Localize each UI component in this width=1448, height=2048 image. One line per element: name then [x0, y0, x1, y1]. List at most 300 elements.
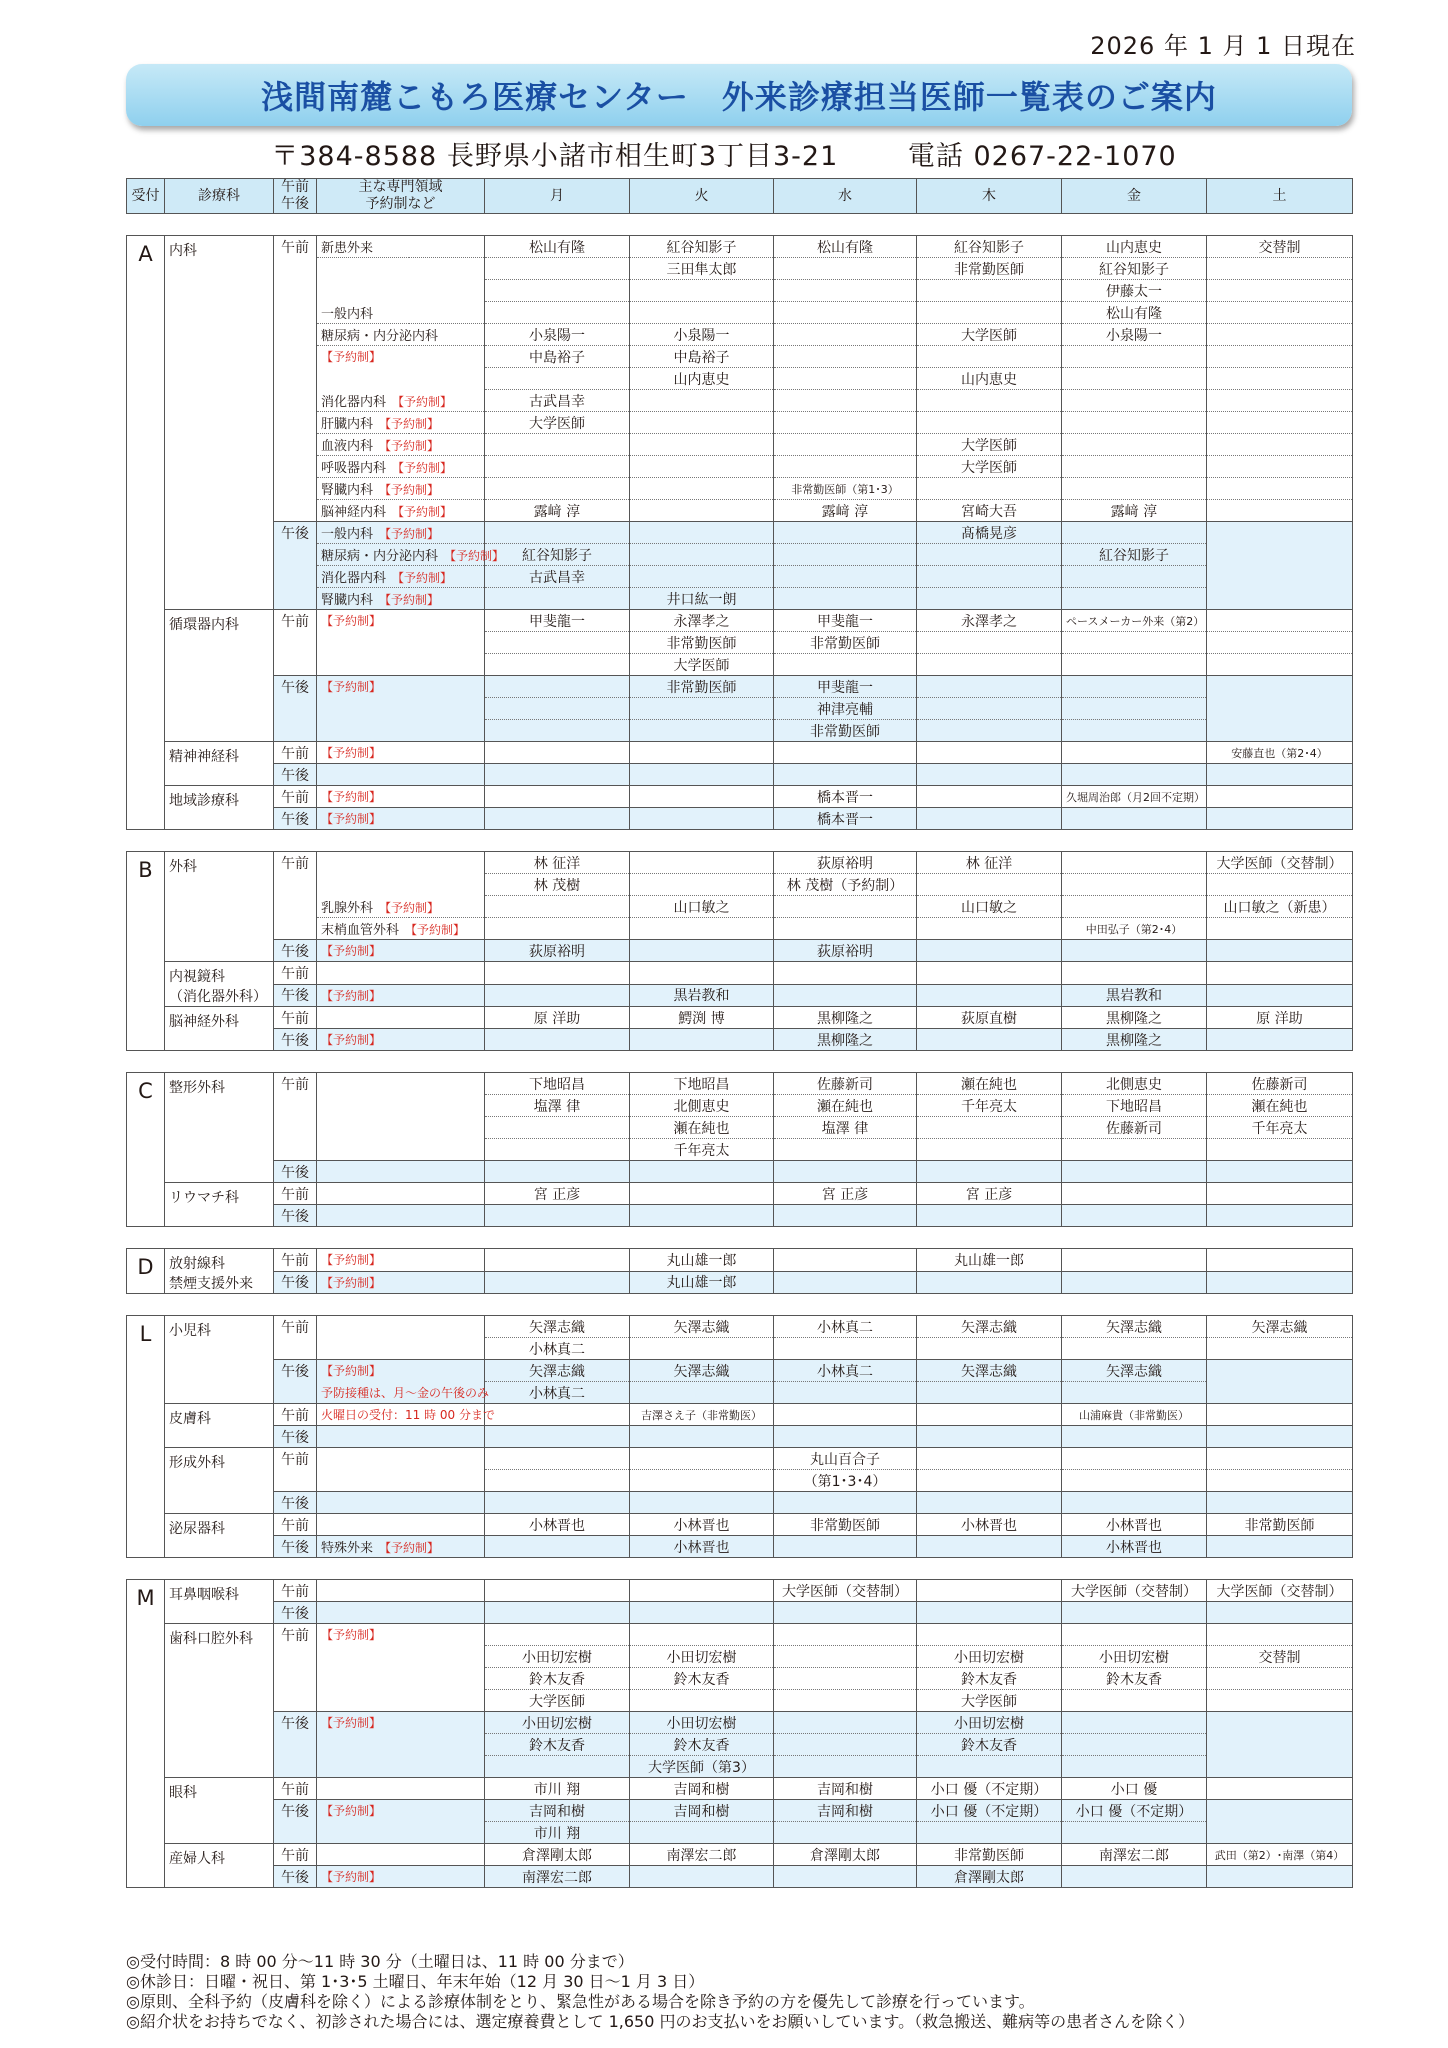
- doctor-cell: 鈴木友香: [485, 1668, 630, 1690]
- ampm-cell: [274, 412, 317, 434]
- closed-cell: [1207, 1029, 1353, 1051]
- doctor-cell: [485, 258, 630, 280]
- table-row: [127, 632, 1353, 654]
- doctor-cell: [630, 918, 774, 940]
- doctor-cell: 千年亮太: [630, 1139, 774, 1161]
- ampm-cell: 午前: [274, 962, 317, 985]
- block-label: B: [127, 852, 165, 1051]
- doctor-cell: [917, 1580, 1062, 1602]
- table-row: [127, 1249, 1353, 1272]
- doctor-cell: [774, 896, 917, 918]
- doctor-cell: 甲斐龍一: [774, 610, 917, 632]
- doctor-cell: [774, 1734, 917, 1756]
- doctor-cell: [774, 918, 917, 940]
- doctor-cell: 小口 優（不定期）: [1062, 1800, 1207, 1822]
- doctor-cell: 佐藤新司: [1062, 1117, 1207, 1139]
- ampm-cell: [274, 1338, 317, 1360]
- doctor-cell: 永澤孝之: [917, 610, 1062, 632]
- doctor-cell: [485, 456, 630, 478]
- note-line: ◎原則、全科予約（皮膚科を除く）による診療体制をとり、緊急性がある場合を除き予約の方を優先して診療を行っています。: [126, 1992, 1035, 2011]
- reservation-note: 予防接種は、月～金の午後のみ: [321, 1385, 490, 1400]
- specialty-cell: [317, 1249, 485, 1272]
- reservation-note: 【予約制】: [392, 571, 453, 585]
- specialty-cell: [317, 1580, 485, 1602]
- specialty-name: 消化器内科: [321, 571, 387, 586]
- doctor-cell: 南澤宏二郎: [485, 1866, 630, 1888]
- doctor-cell: [1207, 918, 1353, 940]
- doctor-cell: 荻原裕明: [774, 940, 917, 962]
- doctor-cell: 荻原裕明: [774, 852, 917, 874]
- doctor-cell: 非常勤医師: [774, 632, 917, 654]
- doctor-cell: [1207, 1249, 1353, 1272]
- doctor-cell: [1062, 1624, 1207, 1646]
- doctor-cell: [630, 1492, 774, 1514]
- doctor-cell: 小田切宏樹: [485, 1646, 630, 1668]
- doctor-cell: 瀬在純也: [1207, 1095, 1353, 1117]
- specialty-cell: [317, 1800, 485, 1822]
- specialty-cell: [317, 940, 485, 962]
- doctor-cell: [1207, 632, 1353, 654]
- doctor-cell: 紅谷知影子: [1062, 258, 1207, 280]
- doctor-cell: [630, 1624, 774, 1646]
- table-row: [127, 720, 1353, 742]
- doctor-cell: 荻原裕明: [485, 940, 630, 962]
- ampm-cell: [274, 632, 317, 654]
- table-row: [127, 1007, 1353, 1029]
- ampm-cell: [274, 1470, 317, 1492]
- doctor-cell: 下地昭昌: [1062, 1095, 1207, 1117]
- table-row: [127, 1844, 1353, 1866]
- ampm-cell: [274, 720, 317, 742]
- doctor-cell: 倉澤剛太郎: [774, 1844, 917, 1866]
- doctor-cell: [1062, 346, 1207, 368]
- doctor-cell: [1062, 1690, 1207, 1712]
- table-row: [127, 1205, 1353, 1227]
- specialty-cell: [317, 808, 485, 830]
- doctor-cell: [630, 544, 774, 566]
- specialty-cell: [317, 566, 485, 588]
- doctor-cell: 原 洋助: [1207, 1007, 1353, 1029]
- doctor-cell: 鰐渕 博: [630, 1007, 774, 1029]
- closed-cell: [1207, 588, 1353, 610]
- doctor-cell: [1062, 874, 1207, 896]
- doctor-cell: 井口紘一朗: [630, 588, 774, 610]
- reservation-note: 【予約制】: [321, 1275, 382, 1290]
- doctor-cell: [630, 1426, 774, 1448]
- specialty-name: 乳腺外科: [321, 900, 374, 916]
- doctor-cell: [774, 1624, 917, 1646]
- doctor-cell: 松山有隆: [1062, 302, 1207, 324]
- ampm-cell: [274, 918, 317, 940]
- doctor-cell: [1207, 1668, 1353, 1690]
- doctor-cell: 橋本晋一: [774, 808, 917, 830]
- doctor-cell: 下地昭昌: [630, 1073, 774, 1095]
- doctor-cell: [1062, 434, 1207, 456]
- dept-name: リウマチ科: [165, 1183, 274, 1227]
- specialty-cell: [317, 258, 485, 280]
- specialty-cell: [317, 698, 485, 720]
- doctor-cell: 小泉陽一: [485, 324, 630, 346]
- doctor-cell: [774, 302, 917, 324]
- table-row: [127, 1866, 1353, 1888]
- doctor-cell: [917, 1822, 1062, 1844]
- closed-cell: [1207, 1161, 1353, 1183]
- doctor-cell: [485, 808, 630, 830]
- ampm-cell: 午前: [274, 610, 317, 632]
- specialty-cell: [317, 1029, 485, 1051]
- table-row: [127, 544, 1353, 566]
- closed-cell: [1207, 764, 1353, 786]
- ampm-cell: [274, 456, 317, 478]
- doctor-cell: [1207, 654, 1353, 676]
- ampm-cell: 午後: [274, 1029, 317, 1051]
- doctor-cell: 小田切宏樹: [485, 1712, 630, 1734]
- table-row: [127, 1712, 1353, 1734]
- closed-cell: [1207, 1205, 1353, 1227]
- doctor-cell: [917, 984, 1062, 1007]
- doctor-cell: [917, 1602, 1062, 1624]
- doctor-cell: [630, 456, 774, 478]
- doctor-cell: 紅谷知影子: [917, 236, 1062, 258]
- doctor-cell: 矢澤志織: [630, 1360, 774, 1382]
- doctor-cell: [1207, 500, 1353, 522]
- doctor-cell: [1062, 1249, 1207, 1272]
- doctor-cell: 露﨑 淳: [1062, 500, 1207, 522]
- doctor-cell: [630, 874, 774, 896]
- doctor-cell: 矢澤志織: [917, 1360, 1062, 1382]
- doctor-cell: [774, 1668, 917, 1690]
- table-row: [127, 852, 1353, 874]
- reservation-note: 【予約制】: [321, 614, 382, 629]
- doctor-cell: [1062, 764, 1207, 786]
- doctor-cell: [1062, 698, 1207, 720]
- doctor-cell: [485, 654, 630, 676]
- doctor-cell: [485, 478, 630, 500]
- reservation-note: 【予約制】: [321, 812, 382, 826]
- table-row: [127, 808, 1353, 830]
- table-row: [127, 434, 1353, 456]
- doctor-cell: 非常勤医師: [630, 676, 774, 698]
- table-row: [127, 1271, 1353, 1294]
- doctor-cell: 鈴木友香: [630, 1668, 774, 1690]
- specialty-name: 糖尿病・内分泌内科: [321, 329, 439, 344]
- doctor-cell: 小口 優（不定期）: [917, 1778, 1062, 1800]
- reservation-note: 【予約制】: [321, 1804, 382, 1819]
- closed-cell: [1207, 1426, 1353, 1448]
- closed-cell: [1207, 1734, 1353, 1756]
- doctor-cell: [1062, 522, 1207, 544]
- doctor-cell: [630, 1470, 774, 1492]
- table-row: [127, 1470, 1353, 1492]
- doctor-cell: 倉澤剛太郎: [485, 1844, 630, 1866]
- doctor-cell: 南澤宏二郎: [630, 1844, 774, 1866]
- doctor-cell: [1207, 456, 1353, 478]
- doctor-cell: [774, 1249, 917, 1272]
- doctor-cell: [917, 940, 1062, 962]
- ampm-cell: 午後: [274, 1800, 317, 1822]
- doctor-cell: 矢澤志織: [485, 1360, 630, 1382]
- doctor-cell: 丸山雄一郎: [630, 1271, 774, 1294]
- doctor-cell: [1062, 808, 1207, 830]
- specialty-name: 脳神経内科: [321, 505, 387, 520]
- doctor-cell: [774, 456, 917, 478]
- doctor-cell: [917, 1756, 1062, 1778]
- doctor-cell: 黒柳隆之: [1062, 1029, 1207, 1051]
- doctor-cell: 北側恵史: [1062, 1073, 1207, 1095]
- specialty-cell: [317, 544, 505, 566]
- doctor-cell: 丸山百合子: [774, 1448, 917, 1470]
- doctor-cell: [1062, 368, 1207, 390]
- closed-cell: [1207, 720, 1353, 742]
- closed-cell: [1207, 1536, 1353, 1558]
- specialty-cell: [317, 1646, 485, 1668]
- ampm-cell: 午後: [274, 1360, 317, 1382]
- doctor-cell: [774, 1161, 917, 1183]
- doctor-cell: [917, 280, 1062, 302]
- specialty-cell: [317, 918, 485, 940]
- doctor-cell: [1062, 588, 1207, 610]
- doctor-cell: [1062, 1426, 1207, 1448]
- specialty-cell: [317, 610, 485, 632]
- doctor-cell: [485, 434, 630, 456]
- table-row: [127, 1756, 1353, 1778]
- doctor-cell: [485, 742, 630, 764]
- doctor-cell: 鈴木友香: [1062, 1668, 1207, 1690]
- doctor-cell: [774, 1492, 917, 1514]
- doctor-cell: 小田切宏樹: [917, 1646, 1062, 1668]
- doctor-cell: [1062, 1183, 1207, 1205]
- doctor-cell: [917, 1448, 1062, 1470]
- doctor-cell: [630, 1382, 774, 1404]
- ampm-cell: 午前: [274, 1624, 317, 1646]
- doctor-cell: [774, 654, 917, 676]
- specialty-name: 消化器内科: [321, 394, 387, 410]
- specialty-cell: [317, 280, 485, 302]
- ampm-cell: [274, 500, 317, 522]
- doctor-cell: [1207, 478, 1353, 500]
- table-row: [127, 1360, 1353, 1382]
- table-row: [127, 764, 1353, 786]
- ampm-cell: 午前: [274, 1249, 317, 1272]
- doctor-cell: 紅谷知影子: [1062, 544, 1207, 566]
- doctor-cell: 露﨑 淳: [485, 500, 630, 522]
- ampm-cell: 午後: [274, 1271, 317, 1294]
- doctor-cell: 交替制: [1207, 236, 1353, 258]
- table-row: [127, 456, 1353, 478]
- header-day: 木: [917, 179, 1062, 214]
- doctor-cell: 宮 正彦: [774, 1183, 917, 1205]
- table-row: [127, 1800, 1353, 1822]
- closed-cell: [1207, 1382, 1353, 1404]
- doctor-cell: 小田切宏樹: [917, 1712, 1062, 1734]
- reservation-note: 【予約制】: [321, 944, 382, 958]
- doctor-cell: [1062, 632, 1207, 654]
- notes: [126, 1952, 1194, 2032]
- specialty-cell: [317, 1668, 485, 1690]
- doctor-cell: [774, 1426, 917, 1448]
- doctor-cell: [1062, 1822, 1207, 1844]
- doctor-cell: 下地昭昌: [485, 1073, 630, 1095]
- ampm-cell: 午前: [274, 1580, 317, 1602]
- closed-cell: [1207, 1492, 1353, 1514]
- block-label: L: [127, 1316, 165, 1558]
- doctor-cell: 小林晋也: [630, 1536, 774, 1558]
- doctor-cell: [1207, 412, 1353, 434]
- doctor-cell: [1062, 1470, 1207, 1492]
- dept-name: 内視鏡科 （消化器外科）: [165, 962, 274, 1007]
- table-row: [127, 962, 1353, 985]
- table-row: [127, 478, 1353, 500]
- table-row: [127, 742, 1353, 764]
- closed-cell: [1207, 522, 1353, 544]
- dept-name: 眼科: [165, 1778, 274, 1844]
- table-row: [127, 236, 1353, 258]
- doctor-cell: [774, 1646, 917, 1668]
- doctor-cell: [630, 434, 774, 456]
- doctor-cell: [485, 1205, 630, 1227]
- specialty-name: 腎臓内科: [321, 483, 374, 498]
- specialty-cell: [317, 1734, 485, 1756]
- ampm-cell: [274, 566, 317, 588]
- doctor-cell: [774, 434, 917, 456]
- doctor-cell: [917, 962, 1062, 985]
- table-row: [127, 1183, 1353, 1205]
- specialty-name: 糖尿病・内分泌内科: [321, 549, 439, 564]
- reservation-note: 【予約制】: [321, 1628, 382, 1643]
- doctor-cell: [1207, 874, 1353, 896]
- ampm-cell: 午前: [274, 1404, 317, 1426]
- doctor-cell: [917, 918, 1062, 940]
- doctor-cell: [630, 962, 774, 985]
- table-row: [127, 346, 1353, 368]
- ampm-cell: 午前: [274, 852, 317, 874]
- reservation-note: 【予約制】: [321, 988, 382, 1003]
- doctor-cell: 矢澤志織: [1062, 1316, 1207, 1338]
- doctor-cell: [917, 1624, 1062, 1646]
- dept-name: 内科: [165, 236, 274, 610]
- ampm-cell: [274, 1690, 317, 1712]
- doctor-cell: [485, 588, 630, 610]
- specialty-cell: [317, 1161, 485, 1183]
- specialty-cell: [317, 1470, 485, 1492]
- dept-name: 整形外科: [165, 1073, 274, 1183]
- doctor-cell: 大学医師（交替制）: [1207, 852, 1353, 874]
- doctor-cell: [485, 676, 630, 698]
- doctor-cell: [917, 1536, 1062, 1558]
- table-row: [127, 1646, 1353, 1668]
- reservation-note: 火曜日の受付：11 時 00 分まで: [321, 1408, 495, 1422]
- doctor-cell: 黒岩教和: [1062, 984, 1207, 1007]
- doctor-cell: [1062, 940, 1207, 962]
- table-row: [127, 1338, 1353, 1360]
- dept-name: 循環器内科: [165, 610, 274, 742]
- reservation-note: 【予約制】: [321, 746, 382, 760]
- ampm-cell: [274, 654, 317, 676]
- ampm-cell: 午前: [274, 236, 317, 258]
- specialty-cell: [317, 1514, 485, 1536]
- doctor-cell: [917, 632, 1062, 654]
- doctor-cell: [485, 764, 630, 786]
- specialty-cell: [317, 962, 485, 985]
- doctor-cell: [630, 1448, 774, 1470]
- header-dept: 診療科: [165, 179, 274, 214]
- block-label: D: [127, 1249, 165, 1294]
- ampm-cell: 午前: [274, 1514, 317, 1536]
- closed-cell: [1207, 566, 1353, 588]
- doctor-cell: [774, 1756, 917, 1778]
- table-row: [127, 1316, 1353, 1338]
- reservation-note: 【予約制】: [379, 527, 440, 541]
- doctor-cell: [1207, 302, 1353, 324]
- doctor-cell: 荻原直樹: [917, 1007, 1062, 1029]
- closed-cell: [1207, 808, 1353, 830]
- reservation-note: 【予約制】: [392, 505, 453, 519]
- doctor-cell: [917, 1470, 1062, 1492]
- doctor-cell: [630, 1205, 774, 1227]
- reservation-note: 【予約制】: [444, 549, 505, 563]
- doctor-cell: [774, 1382, 917, 1404]
- doctor-cell: [485, 720, 630, 742]
- specialty-cell: [317, 1183, 485, 1205]
- reservation-note: 【予約制】: [392, 394, 453, 409]
- doctor-cell: [1207, 610, 1353, 632]
- doctor-cell: [485, 918, 630, 940]
- doctor-cell: [917, 654, 1062, 676]
- doctor-cell: [1062, 1866, 1207, 1888]
- ampm-cell: 午前: [274, 1073, 317, 1095]
- doctor-cell: 久堀周治郎（月2回不定期）: [1062, 786, 1207, 808]
- reservation-note: 【予約制】: [379, 439, 440, 453]
- doctor-cell: 千年亮太: [1207, 1117, 1353, 1139]
- doctor-cell: [774, 412, 917, 434]
- doctor-cell: 鈴木友香: [485, 1734, 630, 1756]
- doctor-cell: [917, 676, 1062, 698]
- doctor-cell: [485, 1139, 630, 1161]
- doctor-cell: 大学医師: [917, 324, 1062, 346]
- specialty-cell: [317, 1382, 490, 1404]
- header-ampm: 午前 午後: [274, 179, 317, 214]
- doctor-cell: [917, 1271, 1062, 1294]
- ampm-cell: 午後: [274, 1205, 317, 1227]
- doctor-cell: [485, 698, 630, 720]
- reservation-note: 【予約制】: [379, 900, 440, 915]
- doctor-cell: 大学医師: [917, 1690, 1062, 1712]
- ampm-cell: 午後: [274, 1712, 317, 1734]
- doctor-cell: [630, 1161, 774, 1183]
- doctor-cell: [630, 280, 774, 302]
- table-row: [127, 390, 1353, 412]
- table-row: [127, 918, 1353, 940]
- doctor-cell: [485, 632, 630, 654]
- doctor-cell: [1062, 390, 1207, 412]
- header-day: 金: [1062, 179, 1207, 214]
- doctor-cell: [485, 896, 630, 918]
- table-row: [127, 258, 1353, 280]
- doctor-cell: [1207, 786, 1353, 808]
- doctor-cell: [1062, 1756, 1207, 1778]
- doctor-cell: [917, 720, 1062, 742]
- ampm-cell: [274, 1095, 317, 1117]
- doctor-cell: [1207, 1624, 1353, 1646]
- specialty-cell: [317, 852, 485, 874]
- table-row: [127, 1580, 1353, 1602]
- specialty-cell: [317, 984, 485, 1007]
- doctor-cell: [485, 1624, 630, 1646]
- specialty-cell: [317, 236, 485, 258]
- closed-cell: [1207, 940, 1353, 962]
- dept-name: 歯科口腔外科: [165, 1624, 274, 1778]
- doctor-cell: 松山有隆: [485, 236, 630, 258]
